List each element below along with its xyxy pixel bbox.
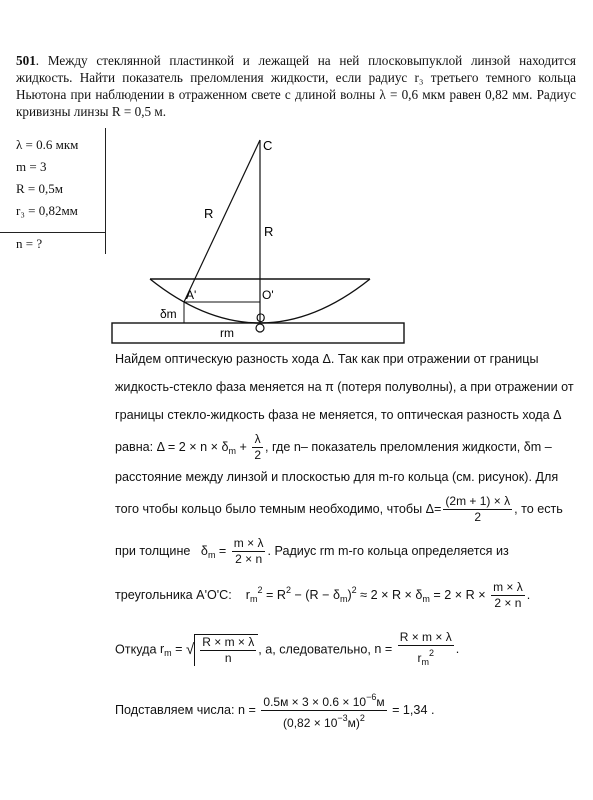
given-block: [16, 134, 108, 222]
point-O: [256, 324, 264, 332]
solution-line-7: [115, 536, 509, 567]
text-thickness: при толщине: [115, 543, 191, 558]
solution-line-1: Найдем оптическую разность хода Δ. Так как при отражении от границы: [115, 352, 539, 366]
label-C: C: [263, 138, 273, 153]
text-where-n: , где n– показатель преломления жидкости, δm –: [265, 439, 552, 454]
label-A-prime: A': [186, 288, 197, 302]
text-radius-rm: . Радиус rm m-го кольца определяется из: [267, 543, 509, 558]
text-substitute: Подставляем числа:: [115, 702, 235, 717]
label-O: O: [256, 311, 266, 325]
given-R: R = 0,5м: [16, 181, 63, 196]
text-dark-condition: того чтобы кольцо было темным необходимо, чтобы: [115, 501, 423, 516]
formula-thickness: $\delta_m$ = $\frac{m \times \lambda}{2 \times n}$: [193, 536, 264, 566]
given-lambda: λ = 0.6 мкм: [16, 137, 79, 152]
solution-line-9: [115, 630, 459, 670]
given-divider: [0, 232, 105, 233]
given-m: m = 3: [16, 159, 47, 174]
solution-line-10: [115, 690, 434, 731]
formula-dark: Δ= $\frac{(2m + 1) \times \lambda}{2}$: [425, 494, 511, 524]
solution-line-8: [115, 580, 530, 611]
formula-numeric: n = $\frac{0.5м \times 3 \times 0.6 \times 10^{-6}м}{(0,82 \times 10^{-3}м)^2}$ = 1,34 .: [238, 692, 435, 730]
radius-line: [184, 140, 260, 302]
problem-number: 501: [16, 53, 36, 68]
label-r-m: rm: [220, 326, 234, 340]
solution-block: [115, 352, 575, 732]
solution-line-3: границы стекло-жидкость фаза не меняется, то оптическая разность хода Δ: [115, 408, 562, 422]
label-R-vertical: R: [264, 224, 274, 239]
label-delta-m: δm: [160, 307, 177, 321]
solution-line-5: расстояние между линзой и плоскостью для m-го кольца (см. рисунок). Для: [115, 470, 559, 484]
formula-rm: $r_m$ = √ $\frac{R \times m \times \lambda}{n}$: [160, 642, 258, 656]
formula-n: n = $\frac{R \times m \times \lambda}{r_m^2}$ .: [374, 630, 460, 667]
problem-statement: [16, 52, 576, 120]
formula-delta: $\Delta = 2 \times n \times \delta_m$ + $\frac{\lambda}{2}$: [156, 432, 262, 462]
solution-line-6: [115, 494, 563, 525]
formula-triangle: $r_m^2 = R^2 - (R - \delta_m)^2 \approx 2 \times R \times \delta_m = 2 \times R$ × $\frac{m \times \lambda}{2 \times n}$ .: [235, 580, 531, 610]
label-R-slanted: R: [204, 206, 214, 221]
text-that-is: , то есть: [514, 501, 563, 516]
find-value: n = ?: [16, 236, 43, 251]
solution-line-2: жидкость-стекло фаза меняется на π (потеря полуволны), а при отражении от: [115, 380, 574, 394]
text-consequently: , а, следовательно,: [258, 642, 371, 657]
text-hence: Откуда: [115, 642, 157, 657]
given-r3: r₃ = 0,82мм: [16, 203, 78, 218]
problem-text: . Между стеклянной пластинкой и лежащей на ней плосковыпуклой линзой находится жидкость. Найти показатель преломления жидкости, если радиус r₃ третьего темного кольца Ньютона при наблюдении в отраженном свете с длиной волны λ = 0,6 мкм равен 0,82 мм. Радиус кривизны линзы R = 0,5 м.: [16, 53, 576, 119]
text-ravna: равна:: [115, 439, 154, 454]
newton-rings-figure: [100, 132, 420, 347]
label-O-prime: O': [262, 288, 274, 302]
text-triangle: треугольника A'O'C:: [115, 587, 232, 602]
solution-line-4: [115, 432, 552, 463]
